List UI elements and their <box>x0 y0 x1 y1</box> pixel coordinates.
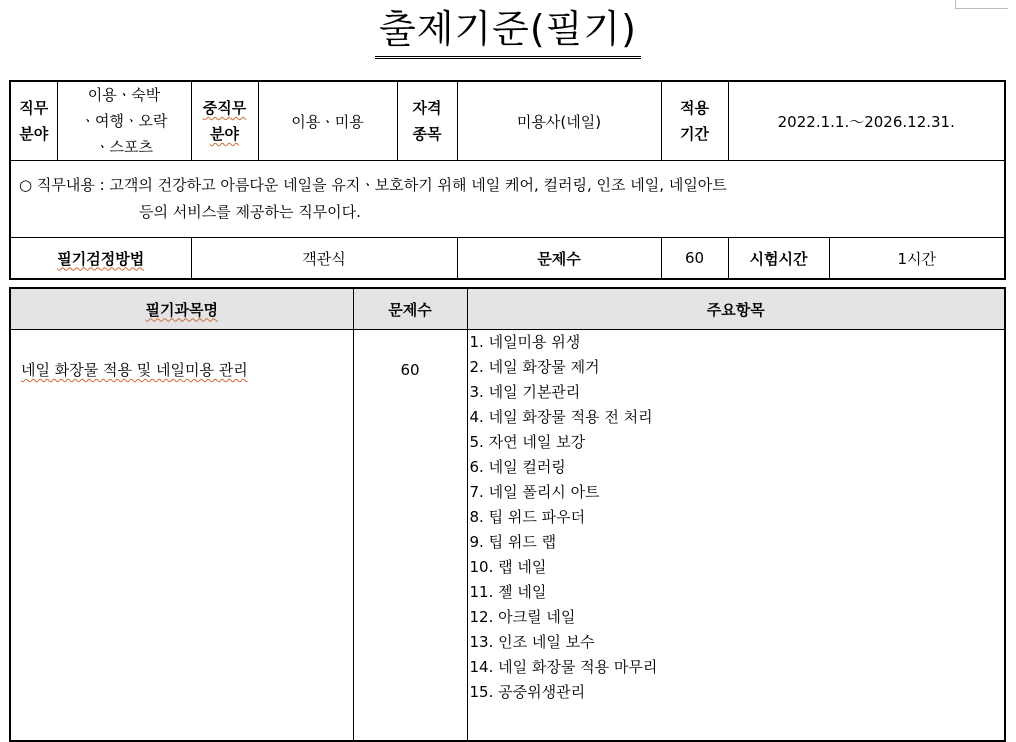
time-cell <box>728 238 1005 280</box>
list-item: 8. 팁 위드 파우더 <box>469 508 586 526</box>
time-label: 시험시간 <box>729 238 830 278</box>
list-item: 10. 랩 네일 <box>469 558 547 576</box>
field-value: 이용ㆍ숙박 ㆍ여행ㆍ오락 ㆍ스포츠 <box>57 81 191 161</box>
list-item: 15. 공중위생관리 <box>469 683 586 701</box>
list-item: 7. 네일 폴리시 아트 <box>469 483 600 501</box>
subject-name: 네일 화장물 적용 및 네일미용 관리 <box>10 330 353 742</box>
subjects-table <box>9 287 1006 742</box>
job-description <box>10 161 1005 238</box>
count-value: 60 <box>661 238 728 280</box>
list-item: 2. 네일 화장물 제거 <box>469 358 600 376</box>
cert-label: 자격 종목 <box>397 81 457 161</box>
field-label: 직무 분야 <box>10 81 57 161</box>
page-title: 출제기준(필기) <box>375 4 641 59</box>
list-item: 13. 인조 네일 보수 <box>469 633 595 651</box>
header-subject-name: 필기과목명 <box>10 288 353 330</box>
job-description-line2: 등의 서비스를 제공하는 직무이다. <box>139 203 361 221</box>
list-item: 11. 젤 네일 <box>469 583 547 601</box>
main-items-list <box>467 330 1005 742</box>
subject-question-count: 60 <box>353 330 467 742</box>
list-item: 3. 네일 기본관리 <box>469 383 581 401</box>
header-question-count: 문제수 <box>353 288 467 330</box>
list-item: 9. 팁 위드 랩 <box>469 533 557 551</box>
period-label: 적용 기간 <box>661 81 728 161</box>
list-item: 14. 네일 화장물 적용 마무리 <box>469 658 658 676</box>
exam-overview-table <box>9 80 1006 280</box>
list-item: 5. 자연 네일 보강 <box>469 433 586 451</box>
subfield-label: 중직무 분야 <box>191 81 258 161</box>
method-label: 필기검정방법 <box>10 238 191 280</box>
count-label: 문제수 <box>457 238 661 280</box>
list-item: 4. 네일 화장물 적용 전 처리 <box>469 408 653 426</box>
list-item: 6. 네일 컬러링 <box>469 458 566 476</box>
subfield-value: 이용ㆍ미용 <box>258 81 397 161</box>
list-item: 1. 네일미용 위생 <box>469 333 581 351</box>
list-item: 12. 아크릴 네일 <box>469 608 576 626</box>
period-value: 2022.1.1.～2026.12.31. <box>728 81 1005 161</box>
job-description-line1: ○ 직무내용 : 고객의 건강하고 아름다운 네일을 유지ㆍ보호하기 위해 네일 케어, 컬러링, 인조 네일, 네일아트 <box>19 176 727 194</box>
title-area <box>0 4 1016 64</box>
cert-value: 미용사(네일) <box>457 81 661 161</box>
header-main-items: 주요항목 <box>467 288 1005 330</box>
method-value: 객관식 <box>191 238 457 280</box>
time-value: 1시간 <box>897 249 937 268</box>
